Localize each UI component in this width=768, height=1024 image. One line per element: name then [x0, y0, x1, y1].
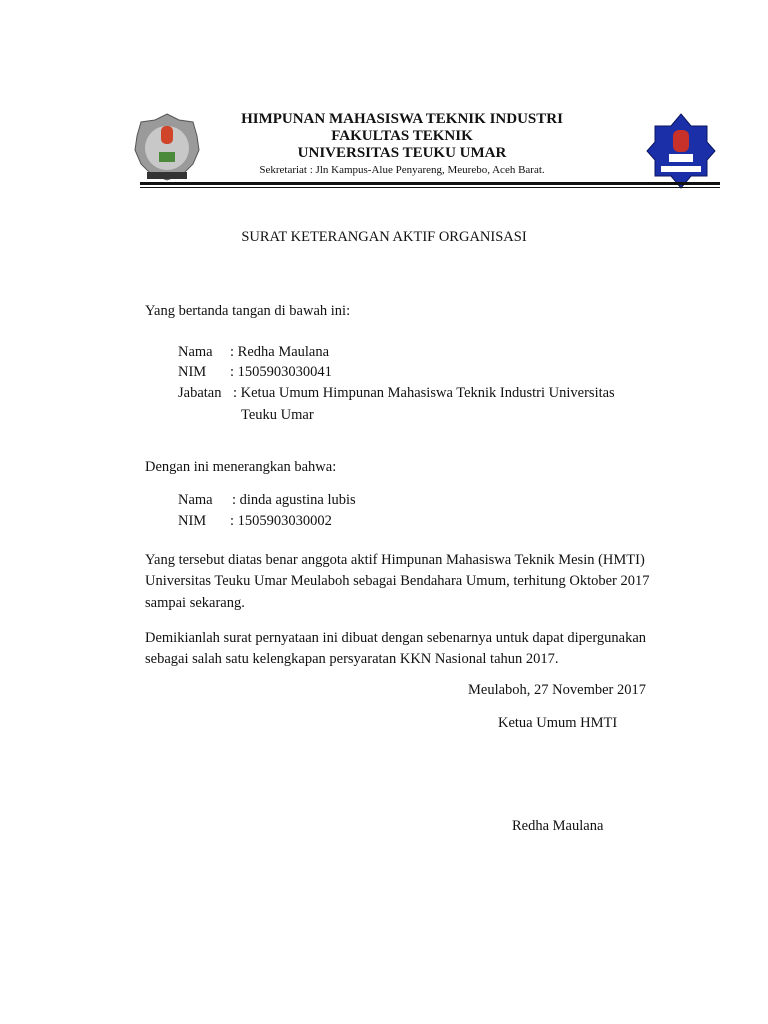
body-paragraph-2: Demikianlah surat pernyataan ini dibuat dengan sebenarnya untuk dapat dipergunakan [145, 630, 647, 646]
member-name-label: Nama [178, 492, 213, 508]
header-rule-thin [140, 187, 720, 188]
address: Sekretariat : Jln Kampus-Alue Penyareng, Meurebo, Aceh Barat. [259, 164, 545, 176]
member-name: : dinda agustina lubis [232, 492, 356, 508]
signature-name: Redha Maulana [512, 818, 604, 834]
body-paragraph-1: sampai sekarang. [145, 595, 245, 611]
org-name: HIMPUNAN MAHASISWA TEKNIK INDUSTRI [241, 111, 563, 127]
signer-position: : Ketua Umum Himpunan Mahasiswa Teknik Industri Universitas [233, 385, 615, 401]
member-nim-label: NIM [178, 513, 207, 529]
member-nim: : 1505903030002 [230, 513, 332, 529]
signer-name-label: Nama [178, 344, 213, 360]
body-paragraph-1: Yang tersebut diatas benar anggota aktif Himpunan Mahasiswa Teknik Mesin (HMTI) [145, 552, 645, 568]
intro2-text: Dengan ini menerangkan bahwa: [145, 459, 337, 475]
header-rule-thick [140, 182, 720, 185]
intro-text: Yang bertanda tangan di bawah ini: [145, 303, 351, 319]
university-name: UNIVERSITAS TEUKU UMAR [297, 145, 507, 161]
signer-nim: : 1505903030041 [230, 364, 332, 380]
signer-position-cont: Teuku Umar [241, 407, 314, 423]
body-paragraph-2: sebagai salah satu kelengkapan persyaratan KKN Nasional tahun 2017. [145, 651, 559, 667]
signer-name: : Redha Maulana [230, 344, 330, 360]
place-date: Meulaboh, 27 November 2017 [468, 682, 646, 698]
signer-position-label: Jabatan [178, 385, 222, 401]
signer-title: Ketua Umum HMTI [498, 715, 618, 731]
faculty-name: FAKULTAS TEKNIK [331, 128, 473, 144]
signer-nim-label: NIM [178, 364, 207, 380]
organization-logo [645, 112, 717, 190]
letter-title: SURAT KETERANGAN AKTIF ORGANISASI [241, 229, 527, 245]
body-paragraph-1: Universitas Teuku Umar Meulaboh sebagai Bendahara Umum, terhitung Oktober 2017 [145, 573, 650, 589]
